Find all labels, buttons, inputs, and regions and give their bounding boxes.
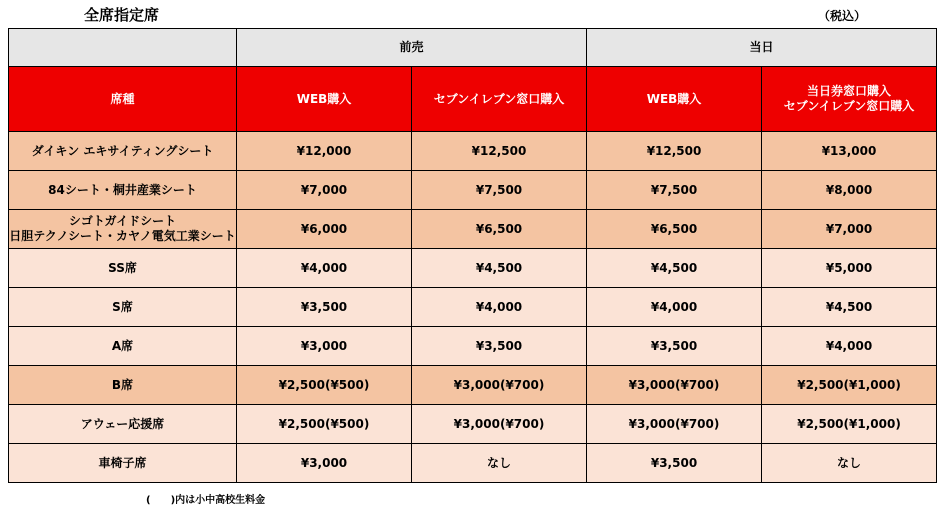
price-seven: ¥7,500: [412, 171, 587, 210]
column-header-row: [9, 67, 937, 132]
seat-type-cell: [9, 288, 237, 327]
column-header-sameday-window: [762, 67, 937, 132]
seat-type-cell: [9, 405, 237, 444]
table-row: [9, 249, 937, 288]
price-sameday-window: ¥7,000: [762, 210, 937, 249]
price-web: ¥7,000: [237, 171, 412, 210]
group-header-sameday: 当日: [587, 29, 937, 67]
price-sameday-window: ¥8,000: [762, 171, 937, 210]
seat-type-label: ダイキン エキサイティングシート: [31, 143, 214, 158]
price-sameday-window: なし: [762, 444, 937, 483]
seat-type-label: 84シート・桐井産業シート: [48, 182, 197, 197]
seat-type-label-line2: 日胆テクノシート・カヤノ電気工業シート: [9, 229, 236, 243]
seat-type-cell: [9, 366, 237, 405]
seat-type-cell: [9, 249, 237, 288]
sameday-window-line1: 当日券窓口購入: [807, 84, 892, 98]
page-title: 全席指定席: [84, 6, 160, 24]
price-sameday-web: ¥4,500: [587, 249, 762, 288]
price-seven: ¥12,500: [412, 132, 587, 171]
price-sameday-web: ¥4,000: [587, 288, 762, 327]
table-row: [9, 327, 937, 366]
column-header-seat-type: 席種: [9, 67, 237, 132]
price-seven: ¥4,500: [412, 249, 587, 288]
price-sameday-web: ¥3,000(¥700): [587, 366, 762, 405]
price-web: ¥3,500: [237, 288, 412, 327]
price-sameday-window: ¥13,000: [762, 132, 937, 171]
table-row: [9, 288, 937, 327]
price-seven: ¥6,500: [412, 210, 587, 249]
seat-type-label: SS席: [108, 260, 137, 275]
seat-type-cell: [9, 210, 237, 249]
table-row: [9, 444, 937, 483]
table-row: [9, 132, 937, 171]
price-seven: ¥3,500: [412, 327, 587, 366]
price-web: ¥3,000: [237, 444, 412, 483]
column-header-sameday-web: WEB購入: [587, 67, 762, 132]
price-table: [8, 28, 937, 483]
seat-type-cell: [9, 132, 237, 171]
price-seven: なし: [412, 444, 587, 483]
sameday-window-line2: セブンイレブン窓口購入: [783, 99, 915, 113]
group-header-row: [9, 29, 937, 67]
price-sameday-web: ¥3,500: [587, 444, 762, 483]
tax-note: （税込）: [818, 9, 867, 23]
group-header-presale: 前売: [237, 29, 587, 67]
price-sameday-window: ¥4,500: [762, 288, 937, 327]
price-sameday-window: ¥4,000: [762, 327, 937, 366]
footnote: ( )内は小中高校生料金: [146, 495, 266, 506]
table-row: [9, 210, 937, 249]
price-sameday-web: ¥7,500: [587, 171, 762, 210]
seat-type-label: アウェー応援席: [80, 416, 165, 431]
seat-type-label: S席: [112, 299, 133, 314]
table-row: [9, 405, 937, 444]
price-sameday-window: ¥2,500(¥1,000): [762, 366, 937, 405]
seat-type-label: A席: [111, 338, 134, 353]
seat-type-label: 車椅子席: [98, 455, 147, 470]
price-web: ¥4,000: [237, 249, 412, 288]
price-sameday-web: ¥12,500: [587, 132, 762, 171]
group-header-empty: [9, 29, 237, 67]
seat-type-cell: [9, 171, 237, 210]
price-web: ¥3,000: [237, 327, 412, 366]
price-seven: ¥4,000: [412, 288, 587, 327]
seat-type-cell: [9, 444, 237, 483]
table-row: [9, 366, 937, 405]
table-row: [9, 171, 937, 210]
price-sameday-window: ¥2,500(¥1,000): [762, 405, 937, 444]
column-header-web: WEB購入: [237, 67, 412, 132]
price-web: ¥2,500(¥500): [237, 405, 412, 444]
seat-type-label: B席: [111, 377, 134, 392]
price-sameday-window: ¥5,000: [762, 249, 937, 288]
price-web: ¥6,000: [237, 210, 412, 249]
price-web: ¥12,000: [237, 132, 412, 171]
price-web: ¥2,500(¥500): [237, 366, 412, 405]
price-seven: ¥3,000(¥700): [412, 405, 587, 444]
price-sameday-web: ¥3,000(¥700): [587, 405, 762, 444]
price-sameday-web: ¥6,500: [587, 210, 762, 249]
column-header-seven: セブンイレブン窓口購入: [412, 67, 587, 132]
price-sameday-web: ¥3,500: [587, 327, 762, 366]
seat-type-cell: [9, 327, 237, 366]
seat-type-label: シゴトガイドシート: [68, 214, 177, 228]
price-seven: ¥3,000(¥700): [412, 366, 587, 405]
